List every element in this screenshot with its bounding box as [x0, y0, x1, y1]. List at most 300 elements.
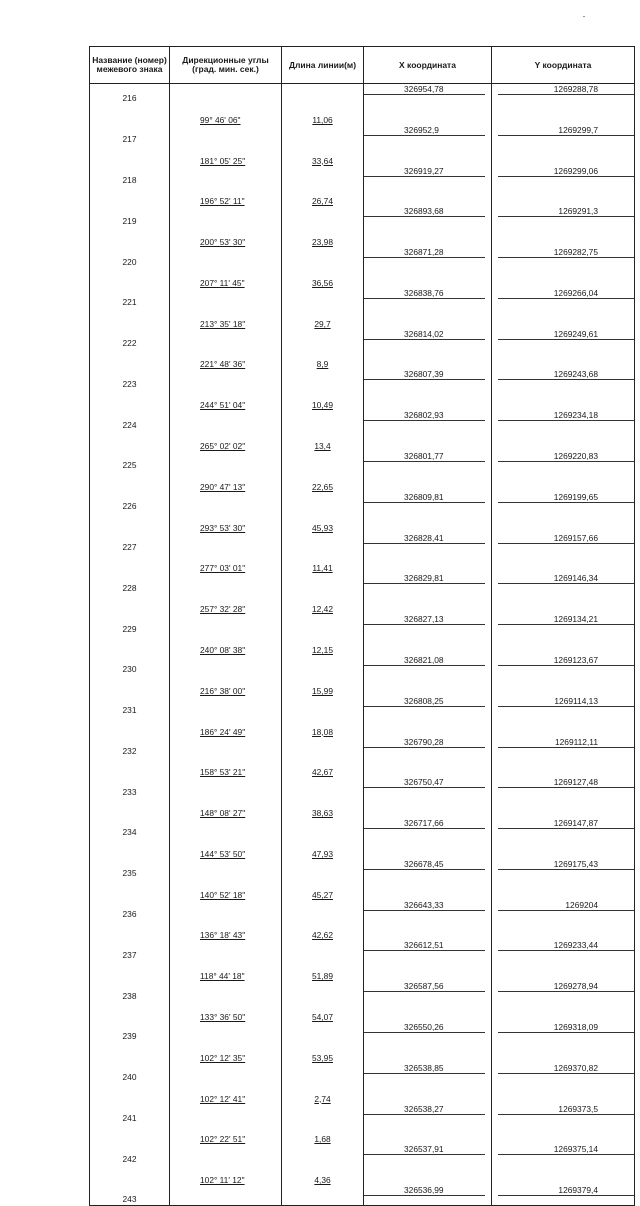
table-row-segment — [90, 1042, 635, 1062]
y-coordinate-cell — [492, 1104, 635, 1124]
marker-number-cell — [90, 451, 170, 471]
marker-number-cell — [90, 288, 170, 308]
x-coordinate-cell — [364, 125, 492, 145]
table-row-segment — [90, 471, 635, 491]
table-row — [90, 1104, 635, 1124]
y-blank-cell — [492, 512, 635, 532]
marker-number-cell — [90, 981, 170, 1001]
table-row-segment — [90, 145, 635, 165]
line-length-cell — [282, 838, 364, 858]
marker-number: 234 — [122, 827, 137, 838]
number-blank-cell — [90, 145, 170, 165]
y-coordinate-cell — [492, 777, 635, 797]
x-coordinate: 326537,91 — [364, 1144, 485, 1155]
direction-angle: 102° 12' 35" — [200, 1052, 246, 1063]
line-length: 33,64 — [312, 155, 333, 166]
marker-number-cell — [90, 206, 170, 226]
direction-angle: 196° 52' 11" — [200, 196, 245, 207]
y-coordinate-cell — [492, 859, 635, 879]
direction-angle: 244° 51' 04" — [200, 400, 246, 411]
length-blank-cell — [282, 329, 364, 349]
number-blank-cell — [90, 308, 170, 328]
x-coordinate: 326643,33 — [364, 900, 485, 911]
y-blank-cell — [492, 920, 635, 940]
number-blank-cell — [90, 186, 170, 206]
angle-blank-cell — [170, 900, 282, 920]
number-blank-cell — [90, 757, 170, 777]
marker-number-cell — [90, 614, 170, 634]
marker-number: 229 — [122, 623, 137, 634]
direction-angle-cell — [170, 798, 282, 818]
number-blank-cell — [90, 635, 170, 655]
y-blank-cell — [492, 961, 635, 981]
x-coordinate-cell — [364, 777, 492, 797]
header-marker-name: Название (номер) межевого знака — [90, 47, 170, 84]
marker-number: 232 — [122, 745, 137, 756]
x-blank-cell — [364, 1042, 492, 1062]
number-blank-cell — [90, 471, 170, 491]
y-coordinate: 1269114,13 — [498, 696, 634, 707]
x-blank-cell — [364, 1002, 492, 1022]
line-length: 45,93 — [312, 522, 333, 533]
y-coordinate: 1269134,21 — [498, 614, 634, 625]
table-row — [90, 492, 635, 512]
x-coordinate-cell — [364, 573, 492, 593]
marker-number: 217 — [122, 134, 137, 145]
number-blank-cell — [90, 920, 170, 940]
line-length: 8,9 — [316, 359, 329, 370]
marker-number-cell — [90, 859, 170, 879]
table-row-segment — [90, 716, 635, 736]
number-blank-cell — [90, 716, 170, 736]
number-blank-cell — [90, 227, 170, 247]
angle-blank-cell — [170, 818, 282, 838]
line-length: 47,93 — [312, 848, 333, 859]
marker-number-cell — [90, 696, 170, 716]
table-row — [90, 1144, 635, 1164]
table-row — [90, 573, 635, 593]
x-coordinate: 326587,56 — [364, 981, 485, 992]
x-coordinate-cell — [364, 655, 492, 675]
direction-angle: 293° 53' 30" — [200, 522, 246, 533]
y-blank-cell — [492, 838, 635, 858]
x-coordinate: 326809,81 — [364, 492, 485, 503]
angle-blank-cell — [170, 737, 282, 757]
direction-angle: 102° 22' 51" — [200, 1134, 246, 1145]
y-coordinate: 1269318,09 — [498, 1022, 634, 1033]
direction-angle-cell — [170, 186, 282, 206]
line-length: 15,99 — [312, 685, 333, 696]
angle-blank-cell — [170, 84, 282, 105]
table-row — [90, 900, 635, 920]
angle-blank-cell — [170, 288, 282, 308]
y-blank-cell — [492, 1083, 635, 1103]
direction-angle-cell — [170, 227, 282, 247]
number-blank-cell — [90, 798, 170, 818]
line-length-cell — [282, 635, 364, 655]
y-blank-cell — [492, 635, 635, 655]
line-length-cell — [282, 716, 364, 736]
number-blank-cell — [90, 675, 170, 695]
y-coordinate-cell — [492, 166, 635, 186]
length-blank-cell — [282, 859, 364, 879]
line-length-cell — [282, 594, 364, 614]
line-length: 1,68 — [314, 1134, 331, 1145]
x-coordinate: 326807,39 — [364, 369, 485, 380]
x-coordinate-cell — [364, 492, 492, 512]
y-coordinate-cell — [492, 288, 635, 308]
x-blank-cell — [364, 553, 492, 573]
table-row — [90, 981, 635, 1001]
y-blank-cell — [492, 675, 635, 695]
length-blank-cell — [282, 900, 364, 920]
angle-blank-cell — [170, 1104, 282, 1124]
angle-blank-cell — [170, 940, 282, 960]
number-blank-cell — [90, 349, 170, 369]
x-coordinate: 326827,13 — [364, 614, 485, 625]
x-coordinate-cell — [364, 247, 492, 267]
direction-angle-cell — [170, 757, 282, 777]
x-coordinate: 326538,85 — [364, 1063, 485, 1074]
x-coordinate-cell — [364, 369, 492, 389]
marker-number-cell — [90, 900, 170, 920]
x-coordinate-cell — [364, 940, 492, 960]
direction-angle-cell — [170, 349, 282, 369]
angle-blank-cell — [170, 614, 282, 634]
header-x-coordinate: X координата — [364, 47, 492, 84]
line-length: 38,63 — [312, 808, 333, 819]
boundary-coordinates-table — [89, 46, 635, 1206]
line-length: 23,98 — [312, 237, 333, 248]
x-coordinate: 326838,76 — [364, 288, 485, 299]
x-blank-cell — [364, 879, 492, 899]
x-coordinate-cell — [364, 737, 492, 757]
angle-blank-cell — [170, 859, 282, 879]
table-row-segment — [90, 635, 635, 655]
marker-number: 224 — [122, 419, 137, 430]
x-blank-cell — [364, 186, 492, 206]
number-blank-cell — [90, 1042, 170, 1062]
direction-angle: 200° 53' 30" — [200, 237, 246, 248]
y-blank-cell — [492, 1124, 635, 1144]
length-blank-cell — [282, 1104, 364, 1124]
direction-angle: 207° 11' 45" — [200, 277, 245, 288]
marker-number-cell — [90, 84, 170, 105]
line-length-cell — [282, 349, 364, 369]
table-row-segment — [90, 268, 635, 288]
number-blank-cell — [90, 838, 170, 858]
table-row-segment — [90, 349, 635, 369]
table-row — [90, 369, 635, 389]
y-blank-cell — [492, 879, 635, 899]
direction-angle-cell — [170, 553, 282, 573]
direction-angle: 290° 47' 13" — [200, 481, 246, 492]
marker-number-cell — [90, 166, 170, 186]
angle-blank-cell — [170, 247, 282, 267]
direction-angle-cell — [170, 1165, 282, 1185]
line-length: 4,36 — [314, 1175, 331, 1186]
line-length-cell — [282, 186, 364, 206]
table-row-segment — [90, 186, 635, 206]
direction-angle-cell — [170, 104, 282, 124]
table-row-segment — [90, 675, 635, 695]
direction-angle: 265° 02' 02" — [200, 441, 246, 452]
x-coordinate-cell — [364, 206, 492, 226]
y-coordinate: 1269157,66 — [498, 533, 634, 544]
y-blank-cell — [492, 186, 635, 206]
table-row — [90, 737, 635, 757]
y-coordinate-cell — [492, 84, 635, 105]
table-row-segment — [90, 431, 635, 451]
line-length: 18,08 — [312, 726, 333, 737]
y-blank-cell — [492, 471, 635, 491]
line-length: 45,27 — [312, 889, 333, 900]
table-row — [90, 1063, 635, 1083]
line-length: 29,7 — [314, 318, 331, 329]
marker-number-cell — [90, 533, 170, 553]
y-blank-cell — [492, 1165, 635, 1185]
direction-angle-cell — [170, 268, 282, 288]
y-coordinate-cell — [492, 410, 635, 430]
x-coordinate: 326750,47 — [364, 777, 485, 788]
angle-blank-cell — [170, 777, 282, 797]
line-length: 22,65 — [312, 481, 333, 492]
y-coordinate: 1269249,61 — [498, 329, 634, 340]
marker-number-cell — [90, 125, 170, 145]
angle-blank-cell — [170, 981, 282, 1001]
direction-angle: 186° 24' 49" — [200, 726, 246, 737]
line-length: 11,06 — [312, 114, 333, 125]
table-header-row — [90, 47, 635, 84]
line-length-cell — [282, 879, 364, 899]
x-blank-cell — [364, 1083, 492, 1103]
direction-angle-cell — [170, 675, 282, 695]
direction-angle-cell — [170, 594, 282, 614]
x-blank-cell — [364, 512, 492, 532]
x-coordinate-cell — [364, 900, 492, 920]
length-blank-cell — [282, 1063, 364, 1083]
x-blank-cell — [364, 431, 492, 451]
direction-angle-cell — [170, 390, 282, 410]
y-coordinate-cell — [492, 492, 635, 512]
marker-number: 237 — [122, 949, 137, 960]
marker-number: 228 — [122, 582, 137, 593]
table-row — [90, 166, 635, 186]
scan-speck — [583, 16, 585, 17]
table-row-segment — [90, 1124, 635, 1144]
table-row — [90, 1185, 635, 1206]
line-length-cell — [282, 961, 364, 981]
table-row — [90, 206, 635, 226]
y-coordinate-cell — [492, 1063, 635, 1083]
length-blank-cell — [282, 1185, 364, 1206]
marker-number: 233 — [122, 786, 137, 797]
line-length-cell — [282, 227, 364, 247]
marker-number: 220 — [122, 256, 137, 267]
marker-number-cell — [90, 492, 170, 512]
table-row-segment — [90, 594, 635, 614]
marker-number: 242 — [122, 1153, 137, 1164]
x-coordinate: 326814,02 — [364, 329, 485, 340]
line-length-cell — [282, 471, 364, 491]
direction-angle-cell — [170, 431, 282, 451]
marker-number: 240 — [122, 1072, 137, 1083]
direction-angle: 99° 46' 06" — [200, 114, 241, 125]
x-coordinate-cell — [364, 84, 492, 105]
x-coordinate: 326536,99 — [364, 1185, 485, 1196]
angle-blank-cell — [170, 573, 282, 593]
y-coordinate: 1269243,68 — [498, 369, 634, 380]
angle-blank-cell — [170, 492, 282, 512]
marker-number-cell — [90, 369, 170, 389]
x-coordinate-cell — [364, 288, 492, 308]
marker-number: 219 — [122, 215, 137, 226]
x-coordinate: 326538,27 — [364, 1104, 485, 1115]
marker-number-cell — [90, 247, 170, 267]
line-length-cell — [282, 308, 364, 328]
table-row-segment — [90, 798, 635, 818]
x-blank-cell — [364, 594, 492, 614]
y-blank-cell — [492, 104, 635, 124]
x-coordinate: 326871,28 — [364, 247, 485, 258]
length-blank-cell — [282, 451, 364, 471]
marker-number: 216 — [122, 93, 137, 104]
y-coordinate: 1269146,34 — [498, 573, 634, 584]
table-row-segment — [90, 920, 635, 940]
number-blank-cell — [90, 961, 170, 981]
table-row-segment — [90, 1002, 635, 1022]
header-direction-angle: Дирекционные углы (град. мин. сек.) — [170, 47, 282, 84]
marker-number-cell — [90, 777, 170, 797]
length-blank-cell — [282, 1144, 364, 1164]
line-length-cell — [282, 268, 364, 288]
x-blank-cell — [364, 268, 492, 288]
x-blank-cell — [364, 1165, 492, 1185]
length-blank-cell — [282, 818, 364, 838]
x-coordinate: 326954,78 — [364, 84, 485, 95]
table-body — [90, 84, 635, 1206]
marker-number-cell — [90, 573, 170, 593]
line-length-cell — [282, 104, 364, 124]
y-blank-cell — [492, 349, 635, 369]
line-length-cell — [282, 512, 364, 532]
line-length-cell — [282, 1002, 364, 1022]
marker-number-cell — [90, 940, 170, 960]
line-length-cell — [282, 1042, 364, 1062]
length-blank-cell — [282, 981, 364, 1001]
length-blank-cell — [282, 655, 364, 675]
table-row — [90, 410, 635, 430]
length-blank-cell — [282, 288, 364, 308]
table-row — [90, 247, 635, 267]
direction-angle-cell — [170, 512, 282, 532]
y-coordinate: 1269199,65 — [498, 492, 634, 503]
x-blank-cell — [364, 1124, 492, 1144]
x-blank-cell — [364, 390, 492, 410]
x-coordinate-cell — [364, 166, 492, 186]
marker-number-cell — [90, 1185, 170, 1206]
number-blank-cell — [90, 512, 170, 532]
direction-angle-cell — [170, 716, 282, 736]
y-coordinate-cell — [492, 1144, 635, 1164]
length-blank-cell — [282, 777, 364, 797]
x-coordinate: 326829,81 — [364, 573, 485, 584]
x-coordinate: 326678,45 — [364, 859, 485, 870]
y-coordinate-cell — [492, 329, 635, 349]
number-blank-cell — [90, 879, 170, 899]
number-blank-cell — [90, 1165, 170, 1185]
number-blank-cell — [90, 1083, 170, 1103]
direction-angle-cell — [170, 961, 282, 981]
length-blank-cell — [282, 573, 364, 593]
line-length: 12,42 — [312, 604, 333, 615]
line-length-cell — [282, 390, 364, 410]
table-row-segment — [90, 1165, 635, 1185]
table-row — [90, 329, 635, 349]
y-coordinate: 1269375,14 — [498, 1144, 634, 1155]
table-row-segment — [90, 838, 635, 858]
x-coordinate: 326893,68 — [364, 206, 485, 217]
y-blank-cell — [492, 757, 635, 777]
y-coordinate-cell — [492, 573, 635, 593]
x-blank-cell — [364, 104, 492, 124]
table-row-segment — [90, 757, 635, 777]
table-row-segment — [90, 390, 635, 410]
x-blank-cell — [364, 227, 492, 247]
y-coordinate-cell — [492, 818, 635, 838]
x-coordinate: 326802,93 — [364, 410, 485, 421]
y-blank-cell — [492, 308, 635, 328]
y-coordinate: 1269373,5 — [498, 1104, 634, 1115]
length-blank-cell — [282, 696, 364, 716]
number-blank-cell — [90, 553, 170, 573]
direction-angle-cell — [170, 1083, 282, 1103]
length-blank-cell — [282, 533, 364, 553]
direction-angle: 158° 53' 21" — [200, 767, 246, 778]
line-length: 51,89 — [312, 971, 333, 982]
direction-angle: 102° 11' 12" — [200, 1175, 245, 1186]
x-blank-cell — [364, 308, 492, 328]
table-row — [90, 818, 635, 838]
marker-number-cell — [90, 818, 170, 838]
marker-number: 227 — [122, 541, 137, 552]
table-row-segment — [90, 879, 635, 899]
length-blank-cell — [282, 1022, 364, 1042]
table-row — [90, 614, 635, 634]
marker-number-cell — [90, 1104, 170, 1124]
x-coordinate-cell — [364, 451, 492, 471]
line-length: 11,41 — [312, 563, 333, 574]
x-blank-cell — [364, 471, 492, 491]
angle-blank-cell — [170, 451, 282, 471]
x-blank-cell — [364, 838, 492, 858]
marker-number-cell — [90, 1063, 170, 1083]
y-coordinate: 1269234,18 — [498, 410, 634, 421]
marker-number-cell — [90, 1144, 170, 1164]
length-blank-cell — [282, 166, 364, 186]
table-row — [90, 696, 635, 716]
number-blank-cell — [90, 390, 170, 410]
x-blank-cell — [364, 349, 492, 369]
line-length-cell — [282, 145, 364, 165]
marker-number: 235 — [122, 868, 137, 879]
length-blank-cell — [282, 410, 364, 430]
x-coordinate: 326808,25 — [364, 696, 485, 707]
y-coordinate-cell — [492, 655, 635, 675]
length-blank-cell — [282, 206, 364, 226]
number-blank-cell — [90, 268, 170, 288]
marker-number: 225 — [122, 460, 137, 471]
